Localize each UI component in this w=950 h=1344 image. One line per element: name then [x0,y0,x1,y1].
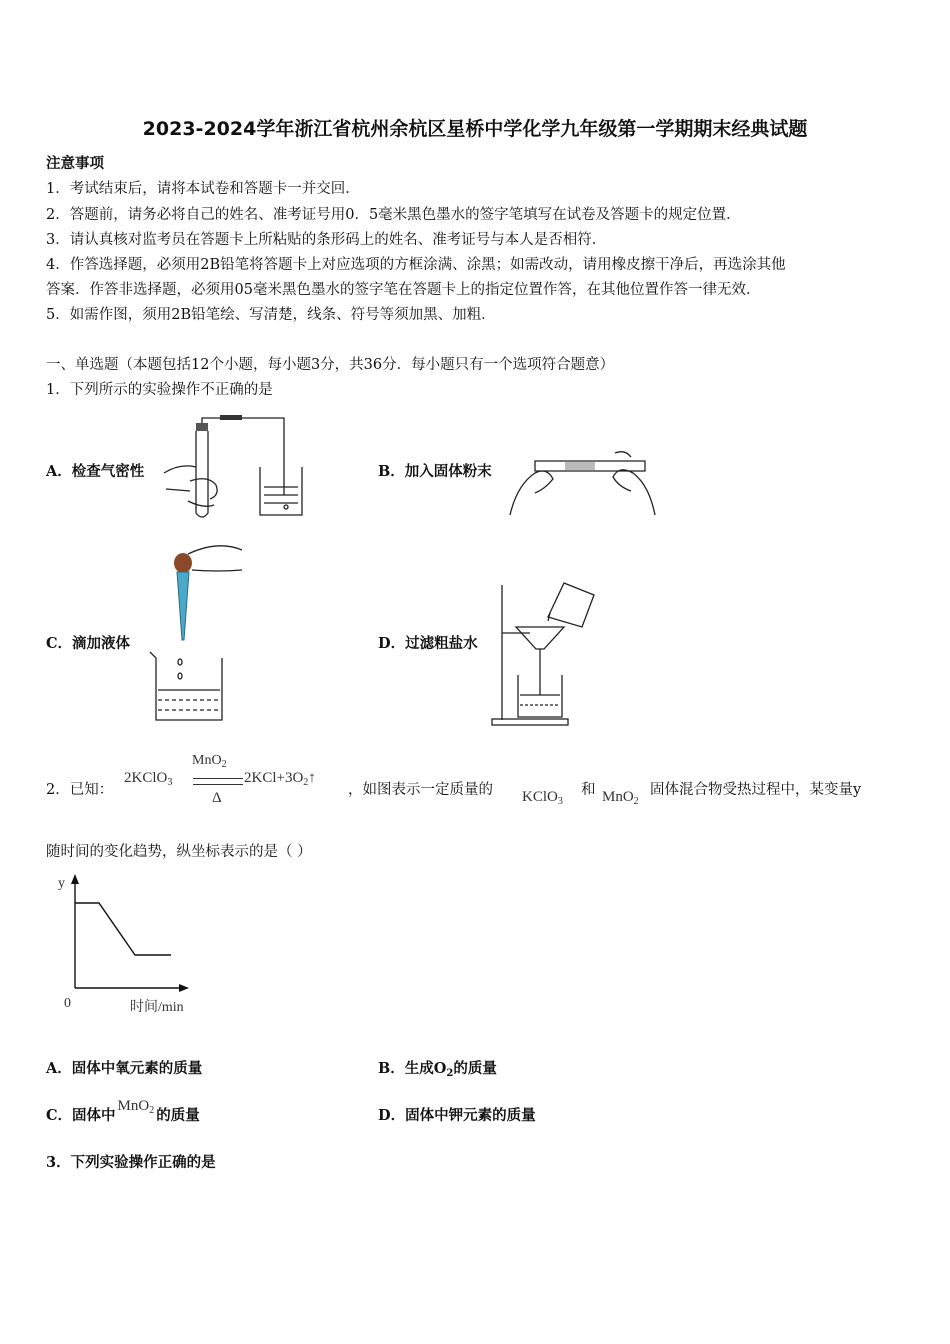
q2-option-d[interactable]: D．固体中钾元素的质量 [378,1107,536,1124]
q2-option-b[interactable]: B．生成$O_2$的质量 [378,1060,497,1079]
add-powder-illustration [505,445,660,520]
notice-item-5: 5．如需作图，须用2B铅笔绘、写清楚，线条、符号等须加黑、加粗． [46,307,496,323]
notice-item-4-cont: 答案．作答非选择题，必须用05毫米黑色墨水的签字笔在答题卡上的指定位置作答，在其他位置作答一律无效． [46,282,761,298]
dropper-illustration [148,540,248,730]
q2-mno2: MnO$_2$ [602,789,639,807]
section-heading: 一、单选题（本题包括12个小题，每小题3分，共36分．每小题只有一个选项符合题意） [46,357,615,373]
page-title: 2023-2024学年浙江省杭州余杭区星桥中学化学九年级第一学期期末经典试题 [142,118,808,140]
q2-graph-origin: 0 [64,996,71,1011]
q1-option-d[interactable]: D．过滤粗盐水 [378,635,478,652]
equation-products: $2KCl+3O_2↑$ [244,770,316,788]
q2-graph-ylabel: y [58,876,65,891]
filtration-illustration [490,575,600,730]
q2-prefix: 2．已知： [46,782,114,798]
q2-stem-line-2: 随时间的变化趋势，纵坐标表示的是（ ） [46,844,312,860]
q2-text-2: 固体混合物受热过程中，某变量y [650,782,862,798]
equation-reactant: 2KClO$_3$ [124,770,173,788]
q2-kclo3: KClO$_3$ [522,789,563,807]
q2-option-c[interactable]: C．固体中MnO$_2$ 的质量 [46,1098,200,1124]
q1-option-a[interactable]: A．检查气密性 [46,463,145,480]
q2-text-1: ，如图表示一定质量的 [348,782,493,798]
q1-option-c[interactable]: C．滴加液体 [46,635,131,652]
equation-catalyst: MnO$_2$ [192,753,227,770]
equation-equals [193,778,243,785]
notice-item-2: 2．答题前，请务必将自己的姓名、准考证号用0．5毫米黑色墨水的签字笔填写在试卷及答题卡的规定位置． [46,207,741,223]
notice-item-3: 3．请认真核对监考员在答题卡上所粘贴的条形码上的姓名、准考证号与本人是否相符． [46,232,607,248]
airtightness-check-illustration [160,415,310,525]
q2-option-a[interactable]: A．固体中氧元素的质量 [46,1060,203,1077]
notice-item-1: 1．考试结束后，请将本试卷和答题卡一并交回． [46,181,360,197]
notice-heading: 注意事项 [46,155,104,172]
question-1-stem: 1．下列所示的实验操作不正确的是 [46,382,273,398]
notice-item-4: 4．作答选择题，必须用2B铅笔将答题卡上对应选项的方框涂满、涂黑；如需改动，请用橡皮擦干净后，再选涂其他 [46,257,786,273]
question-3-stem: 3．下列实验操作正确的是 [46,1154,216,1171]
q2-graph-xlabel: 时间/min [130,1000,184,1015]
q2-graph-curve [75,903,171,955]
equation-condition: Δ [212,790,222,806]
q1-option-b[interactable]: B．加入固体粉末 [378,463,492,480]
q2-and: 和 [581,782,596,798]
